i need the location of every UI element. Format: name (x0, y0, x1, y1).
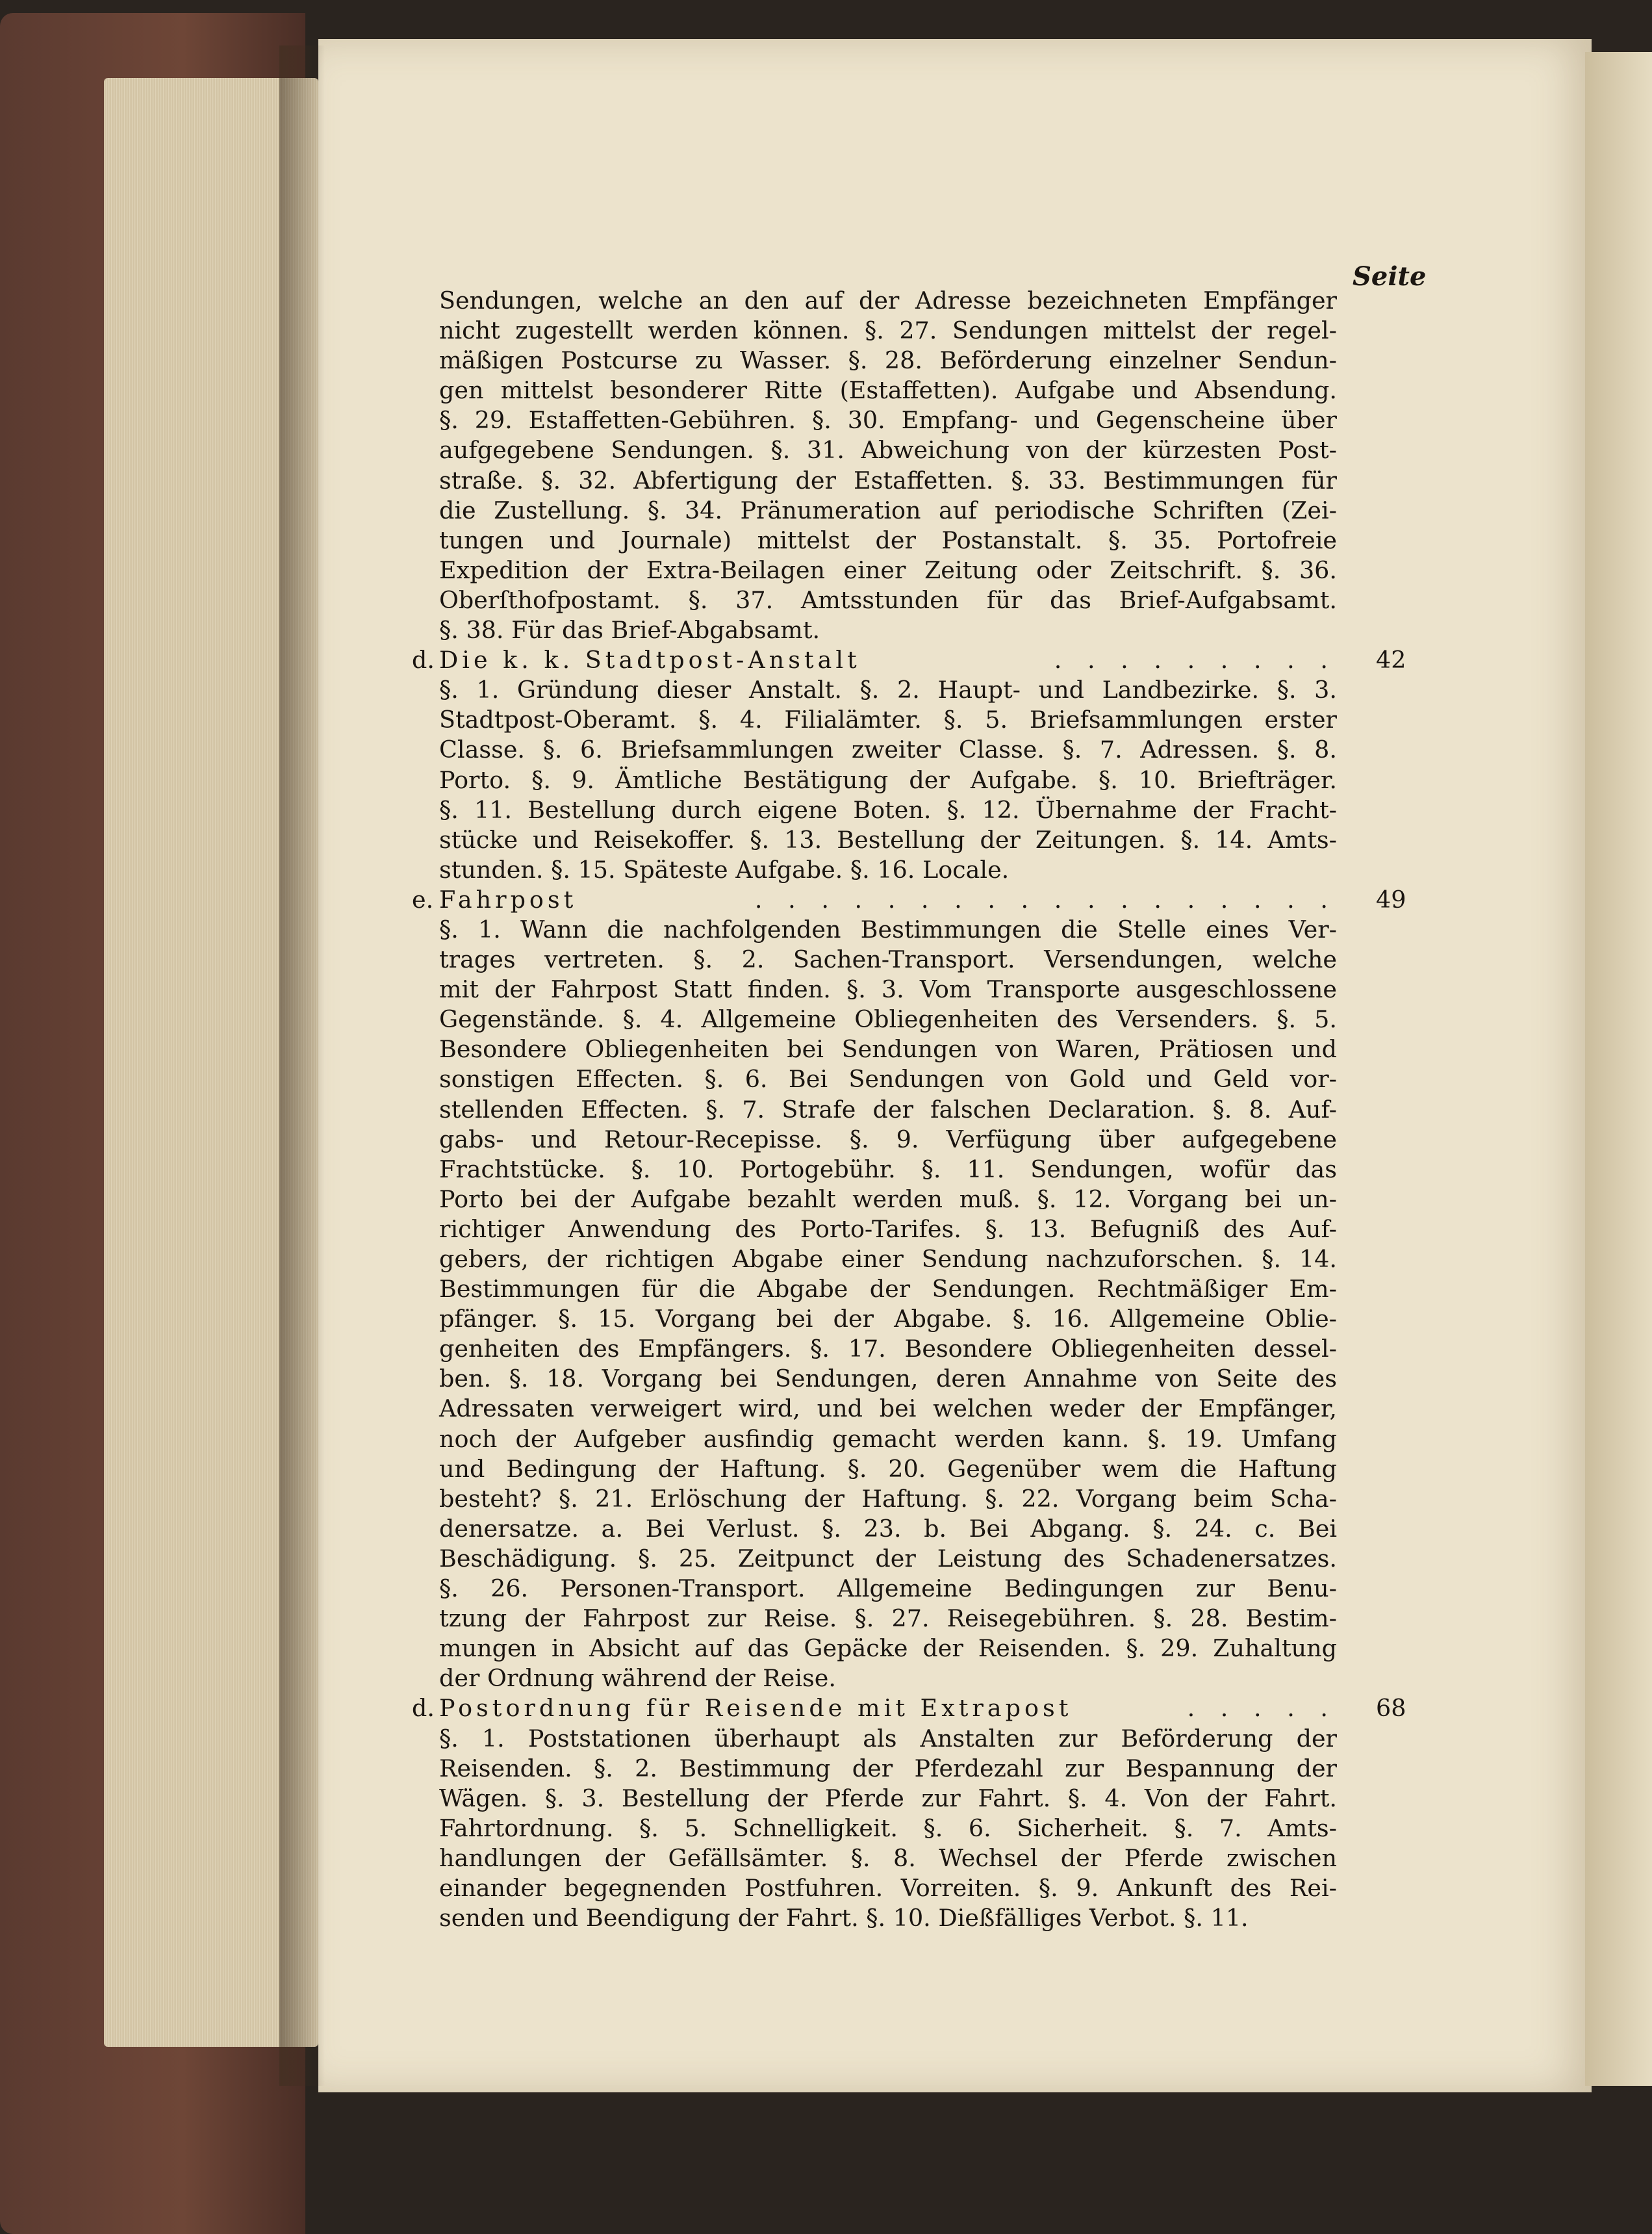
text-line: Porto bei der Aufgabe bezahlt werden muß. §. 12. Vorgang bei un- (439, 1185, 1337, 1213)
text-line: §. 1. Wann die nachfolgenden Bestimmungen die Stelle eines Ver- (439, 915, 1337, 944)
text-line: §. 38. Für das Brief-Abgabsamt. (439, 616, 820, 645)
text-line: §. 29. Estaffetten-Gebühren. §. 30. Empfang- und Gegenscheine über (439, 406, 1337, 435)
text-line: der Ordnung während der Reise. (439, 1664, 836, 1693)
text-line: Classe. §. 6. Briefsammlungen zweiter Classe. §. 7. Adressen. §. 8. (439, 736, 1337, 764)
page-number: 42 (1376, 646, 1406, 674)
text-line: tzung der Fahrpost zur Reise. §. 27. Reisegebühren. §. 28. Bestim- (439, 1604, 1337, 1633)
page-column-header: Seite (1353, 261, 1427, 292)
text-line: die Zustellung. §. 34. Pränumeration auf periodische Schriften (Zei- (439, 496, 1337, 524)
text-line: sonstigen Effecten. §. 6. Bei Sendungen von Gold und Geld vor- (439, 1065, 1337, 1094)
text-line: Frachtstücke. §. 10. Portogebühr. §. 11. Sendungen, wofür das (439, 1155, 1337, 1183)
section-title: Die k. k. Stadtpost-Anstalt (439, 646, 861, 674)
text-line: Beschädigung. §. 25. Zeitpunct der Leistung des Schadenersatzes. (439, 1544, 1337, 1573)
text-line: tungen und Journale) mittelst der Postanstalt. §. 35. Portofreie (439, 526, 1337, 554)
text-line: Reisenden. §. 2. Bestimmung der Pferdezahl zur Bespannung der (439, 1754, 1337, 1782)
section-heading (412, 645, 1406, 675)
intro-block (439, 286, 1337, 645)
leader-dots: . . . . . . . . . . . . . . . . . . (754, 885, 1337, 914)
text-line: §. 26. Personen-Transport. Allgemeine Bedingungen zur Benu- (439, 1574, 1337, 1603)
text-line: einander begegnenden Postfuhren. Vorreiten. §. 9. Ankunft des Rei- (439, 1873, 1337, 1902)
section-title: Postordnung für Reisende mit Extrapost (439, 1694, 1073, 1723)
text-line: pfänger. §. 15. Vorgang bei der Abgabe. §. 16. Allgemeine Oblie- (439, 1305, 1337, 1333)
text-line: und Bedingung der Haftung. §. 20. Gegenüber wem die Haftung (439, 1454, 1337, 1483)
section-letter: e. (412, 885, 434, 914)
text-line: §. 1. Poststationen überhaupt als Anstalten zur Beförderung der (439, 1724, 1337, 1753)
text-line: mäßigen Postcurse zu Wasser. §. 28. Beförderung einzelner Sendun- (439, 346, 1337, 375)
text-line: Besondere Obliegenheiten bei Sendungen von Waren, Prätiosen und (439, 1035, 1337, 1064)
text-line: richtiger Anwendung des Porto-Tarifes. §. 13. Befugniß des Auf- (439, 1214, 1337, 1243)
text-line: besteht? §. 21. Erlöschung der Haftung. §. 22. Vorgang beim Scha- (439, 1484, 1337, 1513)
text-line: Fahrtordnung. §. 5. Schnelligkeit. §. 6. Sicherheit. §. 7. Amts- (439, 1814, 1337, 1842)
text-line: Oberſthofpostamt. §. 37. Amtsstunden für das Brief-Aufgabsamt. (439, 585, 1337, 614)
text-line: handlungen der Gefällsämter. §. 8. Wechsel der Pferde zwischen (439, 1843, 1337, 1872)
text-line: straße. §. 32. Abfertigung der Estaffetten. §. 33. Bestimmungen für (439, 466, 1337, 494)
text-line: stellenden Effecten. §. 7. Strafe der falschen Declaration. §. 8. Auf- (439, 1095, 1337, 1123)
text-line: stunden. §. 15. Späteste Aufgabe. §. 16. Locale. (439, 855, 1010, 884)
section-letter: d. (412, 1694, 435, 1723)
text-line: gabs- und Retour-Recepisse. §. 9. Verfügung über aufgegebene (439, 1125, 1337, 1153)
page-number: 49 (1376, 885, 1406, 914)
text-line: Sendungen, welche an den auf der Adresse bezeichneten Empfänger (439, 287, 1337, 315)
text-line: mit der Fahrpost Statt finden. §. 3. Vom Transporte ausgeschlossene (439, 975, 1337, 1004)
text-line: Adressaten verweigert wird, und bei welchen weder der Empfänger, (439, 1394, 1337, 1423)
text-line: Gegenstände. §. 4. Allgemeine Obliegenheiten des Versenders. §. 5. (439, 1005, 1337, 1034)
text-line: nicht zugestellt werden können. §. 27. Sendungen mittelst der regel- (439, 316, 1337, 345)
text-line: denersatze. a. Bei Verlust. §. 23. b. Bei Abgang. §. 24. c. Bei (439, 1514, 1337, 1543)
text-line: senden und Beendigung der Fahrt. §. 10. Dießfälliges Verbot. §. 11. (439, 1904, 1249, 1932)
table-of-contents (412, 286, 1406, 1933)
leader-dots: . . . . . . . . . (1054, 646, 1337, 674)
facing-page-edge (1585, 52, 1652, 2086)
gutter-shadow (279, 45, 325, 2086)
text-line: §. 1. Gründung dieser Anstalt. §. 2. Haupt- und Landbezirke. §. 3. (439, 676, 1337, 704)
text-line: trages vertreten. §. 2. Sachen-Transport. Versendungen, welche (439, 945, 1337, 974)
section-title: Fahrpost (439, 885, 578, 914)
leader-dots: . . . . . (1187, 1694, 1337, 1723)
text-line: Porto. §. 9. Ämtliche Bestätigung der Aufgabe. §. 10. Briefträger. (439, 765, 1337, 794)
text-line: Wägen. §. 3. Bestellung der Pferde zur Fahrt. §. 4. Von der Fahrt. (439, 1784, 1337, 1812)
section-heading (412, 885, 1406, 915)
sections (412, 645, 1406, 1933)
page-number: 68 (1376, 1694, 1406, 1723)
text-line: stücke und Reisekoffer. §. 13. Bestellung der Zeitungen. §. 14. Amts- (439, 825, 1337, 854)
text-line: aufgegebene Sendungen. §. 31. Abweichung von der kürzesten Post- (439, 436, 1337, 465)
section-letter: d. (412, 646, 435, 674)
text-line: ben. §. 18. Vorgang bei Sendungen, deren Annahme von Seite des (439, 1365, 1337, 1393)
text-line: genheiten des Empfängers. §. 17. Besondere Obliegenheiten dessel- (439, 1335, 1337, 1363)
text-line: noch der Aufgeber ausfindig gemacht werden kann. §. 19. Umfang (439, 1424, 1337, 1453)
text-line: Stadtpost-Oberamt. §. 4. Filialämter. §. 5. Briefsammlungen erster (439, 706, 1337, 734)
text-line: gen mittelst besonderer Ritte (Estaffetten). Aufgabe und Absendung. (439, 376, 1337, 405)
text-line: §. 11. Bestellung durch eigene Boten. §. 12. Übernahme der Fracht- (439, 795, 1337, 824)
section-heading (412, 1693, 1406, 1723)
text-line: mungen in Absicht auf das Gepäcke der Reisenden. §. 29. Zuhaltung (439, 1634, 1337, 1663)
text-line: Bestimmungen für die Abgabe der Sendungen. Rechtmäßiger Em- (439, 1275, 1337, 1303)
text-line: gebers, der richtigen Abgabe einer Sendung nachzuforschen. §. 14. (439, 1245, 1337, 1273)
text-line: Expedition der Extra-Beilagen einer Zeitung oder Zeitschrift. §. 36. (439, 556, 1337, 584)
